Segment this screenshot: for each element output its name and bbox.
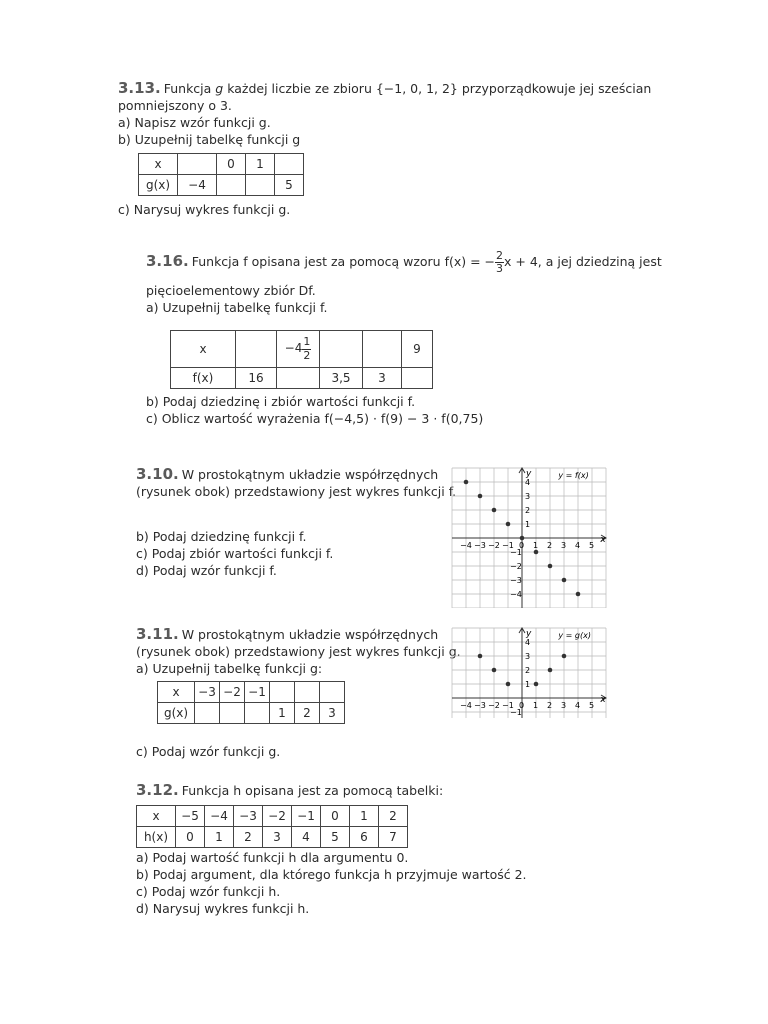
x-tick-label: 3 [561,701,567,710]
table-cell: 9 [402,331,433,368]
x-tick-label: −3 [474,541,486,550]
y-tick-label: 3 [525,652,531,661]
data-point [562,654,567,659]
data-point [520,536,525,541]
exercise-3-13 [118,78,652,149]
table-cell: 0 [217,154,246,175]
ex311-item-a: a) Uzupełnij tabelkę funkcji g: [136,661,323,677]
x-axis-label: x [600,535,606,545]
x-tick-label: 1 [533,541,539,550]
ex313-item-c: c) Narysuj wykres funkcji g. [118,202,291,217]
ex316-table [170,330,433,389]
table-row [139,175,304,196]
table-cell: 1 [350,806,379,827]
table-cell: −3 [195,682,220,703]
y-tick-label: 3 [525,492,531,501]
ex311-intro: 3.11. W prostokątnym układzie współrzędnych [136,625,439,643]
x-tick-label: −2 [488,701,500,710]
ex313-item-b: b) Uzupełnij tabelkę funkcji g [118,132,301,147]
table-cell: 5 [275,175,304,196]
table-cell: −4 [178,175,217,196]
data-point [506,522,511,527]
ex316-item-a: a) Uzupełnij tabelkę funkcji f. [146,300,328,316]
data-point [478,654,483,659]
y-tick-label: −1 [510,548,522,557]
ex312-table [136,805,408,848]
table-cell [275,154,304,175]
exercise-3-16 [146,250,666,317]
table-cell [236,331,277,368]
ex310-item-c: c) Podaj zbiór wartości funkcji f. [136,546,334,561]
y-tick-label: 4 [525,638,531,647]
table-cell: −1 [292,806,321,827]
table-row [137,827,408,848]
table-cell: 2 [295,703,320,724]
table-cell [320,331,363,368]
x-tick-label: 2 [547,541,553,550]
table-cell [402,368,433,389]
x-tick-label: −4 [460,701,472,710]
ex311-intro-2: (rysunek obok) przedstawiony jest wykres funkcji g. [136,644,461,660]
table-cell: 5 [321,827,350,848]
table-row [139,154,304,175]
table-cell: −3 [234,806,263,827]
table-cell: x [158,682,195,703]
table-row [158,682,345,703]
x-tick-label: 2 [547,701,553,710]
table-cell: 3 [263,827,292,848]
ex312-items [136,850,527,918]
table-cell: 2 [379,806,408,827]
ex310-intro: 3.10. W prostokątnym układzie współrzędnych [136,465,439,483]
data-point [576,592,581,597]
table-cell: f(x) [171,368,236,389]
ex312-item-c: c) Podaj wzór funkcji h. [136,883,281,899]
y-tick-label: 1 [525,520,531,529]
x-tick-label: 4 [575,701,581,710]
y-tick-label: −1 [510,708,522,717]
table-cell [246,175,275,196]
table-cell: h(x) [137,827,176,848]
ex313-item-a: a) Napisz wzór funkcji g. [118,115,271,131]
x-axis-label: x [600,695,606,705]
table-cell: −4 [205,806,234,827]
y-tick-label: 4 [525,478,531,487]
table-cell-mixed: −4 $\frac{1}{2}$ [277,331,320,368]
ex312-intro: 3.12. Funkcja h opisana jest za pomocą tabelki: [136,781,444,799]
table-cell: 3 [320,703,345,724]
table-cell: x [139,154,178,175]
data-point [548,668,553,673]
ex311-table [157,681,345,724]
table-row [137,806,408,827]
table-cell: 0 [321,806,350,827]
ex316-item-c: c) Oblicz wartość wyrażenia f(−4,5) · f(9) − 3 · f(0,75) [146,410,484,426]
data-point [534,550,539,555]
ex310-item-d: d) Podaj wzór funkcji f. [136,562,277,578]
ex316-item-b: b) Podaj dziedzinę i zbiór wartości funkcji f. [146,394,416,409]
table-cell: 7 [379,827,408,848]
ex316-intro-2: pięcioelementowy zbiór Df. [146,283,316,299]
chart-title: y = f(x) [558,471,589,480]
table-row [158,703,345,724]
ex310-item-b: b) Podaj dziedzinę funkcji f. [136,529,307,545]
table-cell [295,682,320,703]
table-cell: −2 [220,682,245,703]
chart-f [450,466,612,608]
ex310-intro-2: (rysunek obok) przedstawiony jest wykres funkcji f. [136,484,457,500]
ex312-item-a: a) Podaj wartość funkcji h dla argumentu 0. [136,850,409,865]
y-axis-label: y [526,629,532,639]
table-cell: 1 [270,703,295,724]
x-tick-label: −1 [502,541,514,550]
y-tick-label: 2 [525,506,531,515]
table-cell: g(x) [158,703,195,724]
x-tick-label: 0 [519,541,525,550]
table-cell: 4 [292,827,321,848]
ex312-item-b: b) Podaj argument, dla którego funkcja h przyjmuje wartość 2. [136,866,527,882]
exercise-3-10 [136,464,457,580]
table-cell: −5 [176,806,205,827]
table-cell: x [171,331,236,368]
ex313-intro-2: pomniejszony o 3. [118,98,232,114]
data-point [492,668,497,673]
table-row [171,368,433,389]
table-cell: 1 [205,827,234,848]
table-cell [363,331,402,368]
table-cell: −1 [245,682,270,703]
x-tick-label: 4 [575,541,581,550]
x-tick-label: 5 [589,541,595,550]
table-cell [195,703,220,724]
table-cell: 3,5 [320,368,363,389]
data-point [548,564,553,569]
y-tick-label: −3 [510,576,522,585]
table-cell: 6 [350,827,379,848]
x-tick-label: −1 [502,701,514,710]
table-cell [320,682,345,703]
data-point [506,682,511,687]
table-cell: 1 [246,154,275,175]
table-cell: 16 [236,368,277,389]
ex313-table [138,153,304,196]
table-row [171,331,433,368]
ex313-intro: 3.13. Funkcja g każdej liczbie ze zbioru {−1, 0, 1, 2} przyporządkowuje jej sześcian [118,79,652,97]
data-point [492,508,497,513]
x-tick-label: 5 [589,701,595,710]
table-cell [217,175,246,196]
x-tick-label: 0 [519,701,525,710]
table-cell: x [137,806,176,827]
chart-title: y = g(x) [558,631,591,640]
data-point [464,480,469,485]
x-tick-label: −4 [460,541,472,550]
table-cell [270,682,295,703]
table-cell: g(x) [139,175,178,196]
y-tick-label: 2 [525,666,531,675]
table-cell: 3 [363,368,402,389]
data-point [534,682,539,687]
y-tick-label: −4 [510,590,522,599]
table-cell [220,703,245,724]
ex316-intro: 3.16. Funkcja f opisana jest za pomocą wzoru f(x) = − $\frac{2}{3}$ x + 4, a jej dziedziną jest [146,249,662,276]
x-tick-label: −3 [474,701,486,710]
ex316-items-bc [146,394,483,428]
ex316-fraction: $\frac{2}{3}$ [496,249,504,276]
data-point [562,578,567,583]
table-cell: −2 [263,806,292,827]
x-tick-label: 1 [533,701,539,710]
x-tick-label: −2 [488,541,500,550]
table-cell [277,368,320,389]
exercise-3-11 [136,624,461,678]
table-cell: 2 [234,827,263,848]
table-cell [178,154,217,175]
x-tick-label: 3 [561,541,567,550]
y-tick-label: 1 [525,680,531,689]
ex312-item-d: d) Narysuj wykres funkcji h. [136,900,310,916]
y-axis-label: y [526,469,532,479]
y-tick-label: −2 [510,562,522,571]
data-point [478,494,483,499]
table-cell: 0 [176,827,205,848]
ex311-item-c: c) Podaj wzór funkcji g. [136,744,281,759]
table-cell [245,703,270,724]
chart-g [450,626,612,718]
